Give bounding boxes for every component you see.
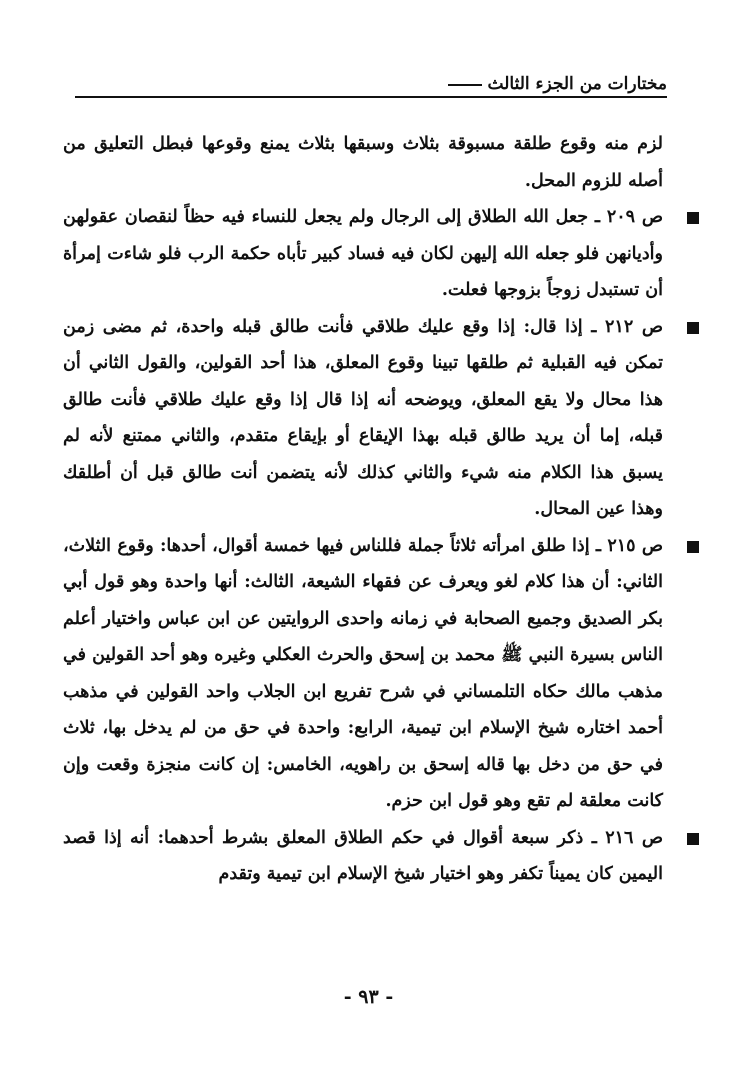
header-title: مختارات من الجزء الثالث [487, 74, 667, 94]
page-number: - ٩٣ - [343, 986, 394, 1008]
paragraph-continuation: لزم منه وقوع طلقة مسبوقة بثلاث وسبقها بثلاث يمنع وقوعها فبطل التعليق من أصله للزوم المحل. [63, 134, 663, 191]
entry-p215 [63, 528, 663, 820]
entry-p216 [63, 820, 663, 893]
square-bullet-icon [687, 322, 699, 334]
running-header [75, 68, 667, 102]
entry-p212 [63, 309, 663, 528]
header-dash [448, 84, 482, 86]
header-title-wrap [440, 74, 667, 94]
paragraph-p216: ص ٢١٦ ـ ذكر سبعة أقوال في حكم الطلاق المعلق بشرط أحدهما: أنه إذا قصد اليمين كان يميناً تكفر وهو اختيار شيخ الإسلام ابن تيمية وتقدم [63, 827, 663, 884]
body-text [63, 126, 663, 893]
paragraph-p212: ص ٢١٢ ـ إذا قال: إذا وقع عليك طلاقي فأنت طالق قبله واحدة، ثم مضى زمن تمكن فيه القبلية ثم طلقها تبينا وقوع المعلق، هذا أحد القولين، والقول الثاني أن هذا محال ولا يقع المعلق، ويوضحه أنه إذا قال إذا وقع عليك طلاقي فأنت طالق قبله، إما أن يريد طالق قبله بهذا الإيقاع أو بإيقاع متقدم، والثاني ممتنع لأنه لم يسبق هذا الكلام منه شيء والثاني كذلك لأنه يتضمن أنت طالق قبل أن أطلقك وهذا عين المحال. [63, 316, 664, 519]
square-bullet-icon [687, 833, 699, 845]
square-bullet-icon [687, 212, 699, 224]
paragraph-p209: ص ٢٠٩ ـ جعل الله الطلاق إلى الرجال ولم يجعل للنساء فيه حظاً لنقصان عقولهن وأديانهن فلو جعله الله إليهن لكان فيه فساد كبير تأباه حكمة الرب فلو شاءت إمرأة أن تستبدل زوجاً بزوجها فعلت. [63, 207, 664, 300]
header-rule [75, 96, 667, 98]
entry-p209 [63, 199, 663, 309]
square-bullet-icon [687, 541, 699, 553]
paragraph-p215: ص ٢١٥ ـ إذا طلق امرأته ثلاثاً جملة فللناس فيها خمسة أقوال، أحدها: وقوع الثلاث، الثاني: أن هذا كلام لغو ويعرف عن فقهاء الشيعة، الثالث: أنها واحدة وهو قول أبي بكر الصديق وجميع الصحابة في زمانه واحدى الروايتين عن ابن عباس واختيار أعلم الناس بسيرة النبي ﷺ محمد بن إسحق والحرث العكلي وغيره وهو أحد القولين في مذهب مالك حكاه التلمساني في شرح تفريع ابن الجلاب واحد القولين في مذهب أحمد اختاره شيخ الإسلام ابن تيمية، الرابع: واحدة في حق من لم يدخل بها، ثلاث في حق من دخل بها قاله إسحق بن راهويه، الخامس: إن كانت منجزة وقعت وإن كانت معلقة لم تقع وهو قول ابن حزم. [63, 535, 664, 811]
